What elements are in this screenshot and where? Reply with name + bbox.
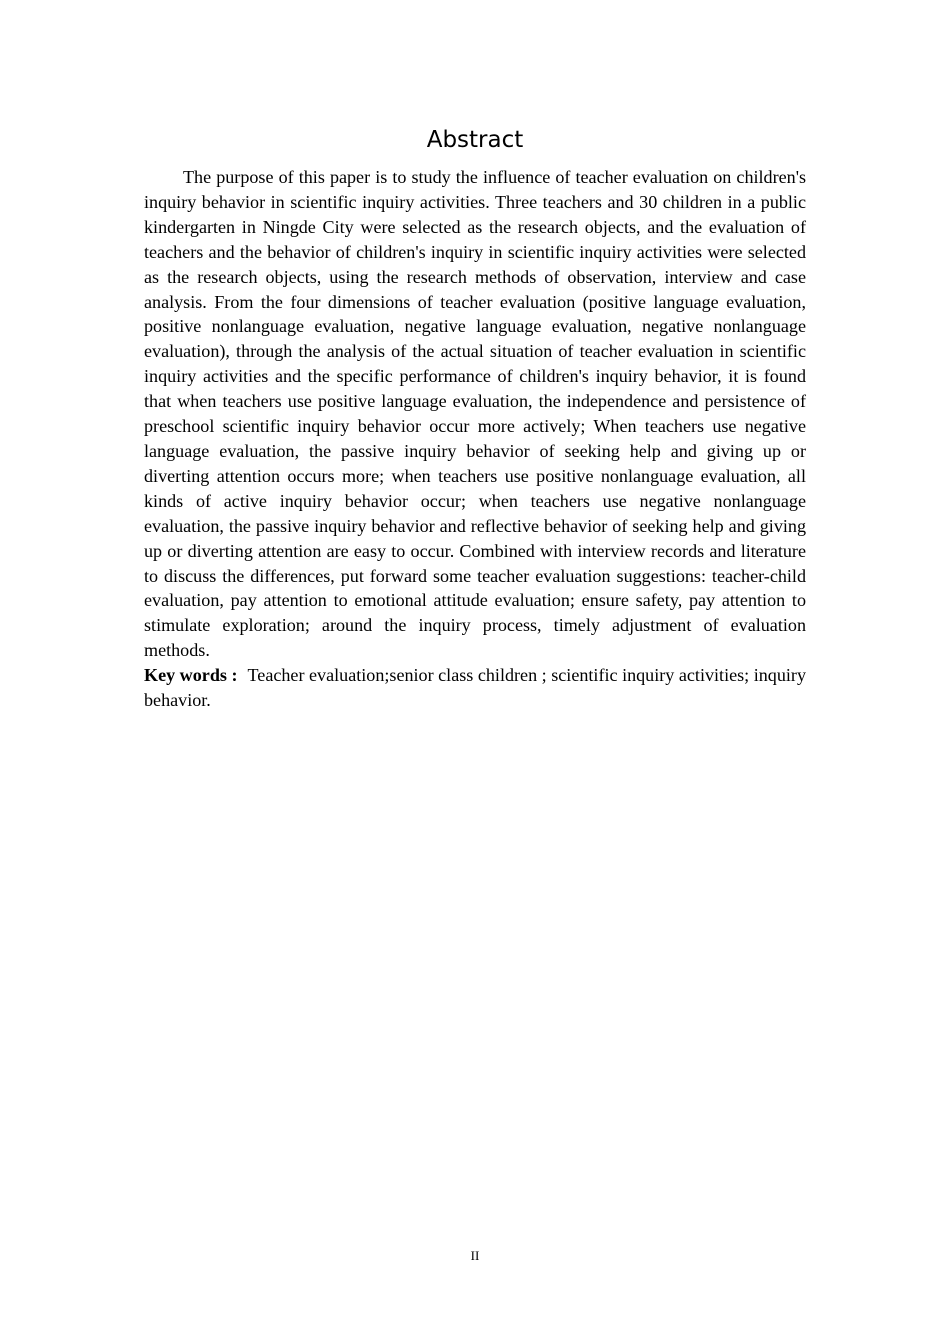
abstract-content (144, 165, 806, 713)
abstract-title: Abstract (426, 127, 524, 153)
abstract-body: The purpose of this paper is to study the influence of teacher evaluation on children's inquiry behavior in scientific inquiry activities. Three teachers and 30 children in a public kindergarten in Ningde City were selected as the research objects, and the evaluation of teachers and the behavior of children's inquiry in scientific inquiry activities were selected as the research objects, using the research methods of observation, interview and case analysis. From the four dimensions of teacher evaluation (positive language evaluation, positive nonlanguage evaluation, negative language evaluation, negative nonlanguage evaluation), through the analysis of the actual situation of teacher evaluation in scientific inquiry activities and the specific performance of children's inquiry behavior, it is found that when teachers use positive language evaluation, the independence and persistence of preschool scientific inquiry behavior occur more actively; When teachers use negative language evaluation, the passive inquiry behavior of seeking help and giving up or diverting attention occurs more; when teachers use positive nonlanguage evaluation, all kinds of active inquiry behavior occur; when teachers use negative nonlanguage evaluation, the passive inquiry behavior and reflective behavior of seeking help and giving up or diverting attention are easy to occur. Combined with interview records and literature to discuss the differences, put forward some teacher evaluation suggestions: teacher-child evaluation, pay attention to emotional attitude evaluation; ensure safety, pay attention to stimulate exploration; around the inquiry process, timely adjustment of evaluation methods. (144, 167, 806, 661)
keywords-paragraph (144, 663, 806, 713)
keywords-text: Teacher evaluation;senior class children ; scientific inquiry activities; inquiry behavior. (144, 665, 806, 711)
page-number: II (470, 1248, 480, 1263)
keywords-label: Key words : (144, 665, 238, 686)
